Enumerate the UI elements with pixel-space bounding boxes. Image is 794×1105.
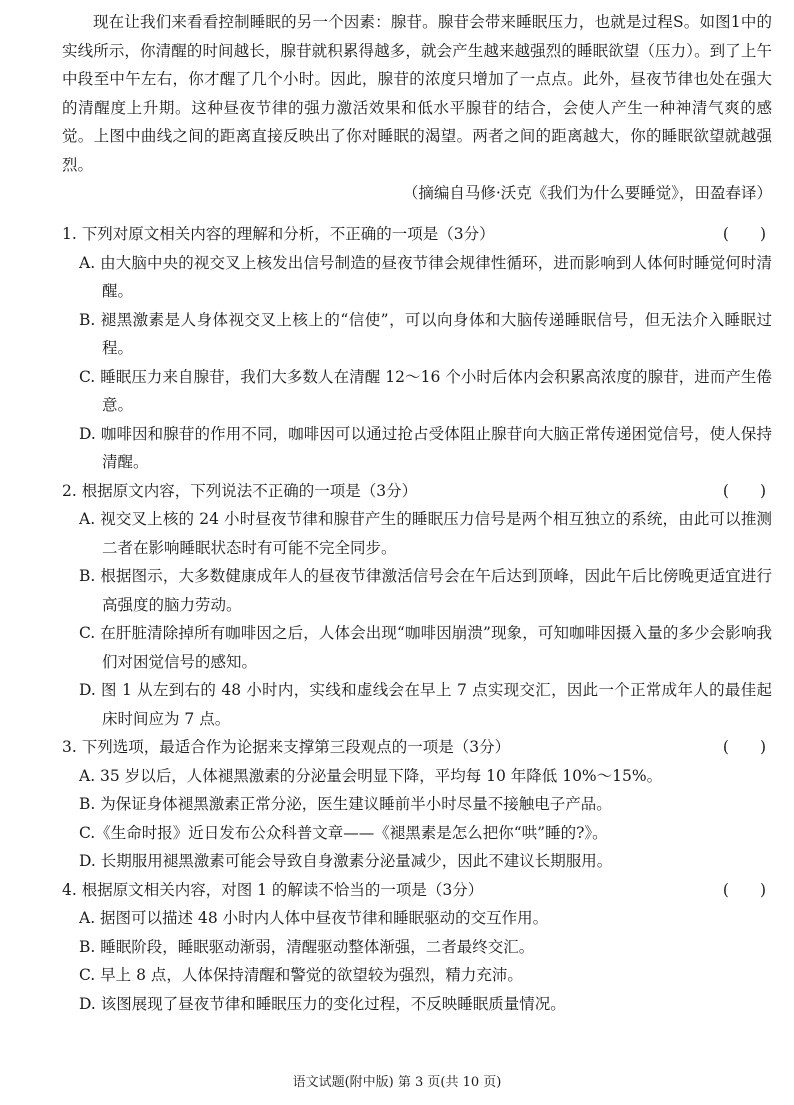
question-3 (62, 733, 772, 876)
option-c: C. 早上 8 点，人体保持清醒和警觉的欲望较为强烈，精力充沛。 (79, 966, 523, 984)
option-a: A. 视交叉上核的 24 小时昼夜节律和腺苷产生的睡眠压力信号是两个相互独立的系统，由此可以推测二者在影响睡眠状态时有可能不完全同步。 (79, 510, 772, 557)
option-b: B. 褪黑激素是人身体视交叉上核上的“信使”，可以向身体和大脑传递睡眠信号，但无法介入睡眠过程。 (79, 310, 772, 357)
page-footer: 语文试题(附中版) 第 3 页(共 10 页) (292, 1075, 502, 1090)
source-citation: （摘编自马修·沃克《我们为什么要睡觉》，田盈春译） (402, 184, 772, 202)
question-stem: 1. 下列对原文相关内容的理解和分析，不正确的一项是（3分） (62, 225, 495, 243)
reading-passage (62, 8, 772, 208)
answer-blank: ( ) (722, 880, 766, 899)
option-b: B. 为保证身体褪黑激素正常分泌，医生建议睡前半小时尽量不接触电子产品。 (79, 795, 612, 813)
passage-paragraph: 现在让我们来看看控制睡眠的另一个因素：腺苷。腺苷会带来睡眠压力，也就是过程S。如图1中的实线所示，你清醒的时间越长，腺苷就积累得越多，就会产生越来越强烈的睡眠欲望（压力）。到了上午中段至中午左右，你才醒了几个小时。因此，腺苷的浓度只增加了一点点。此外，昼夜节律也处在强大的清醒度上升期。这种昼夜节律的强力激活效果和低水平腺苷的结合，会使人产生一种神清气爽的感觉。上图中曲线之间的距离直接反映出了你对睡眠的渴望。两者之间的距离越大，你的睡眠欲望就越强烈。 (62, 13, 772, 174)
option-b: B. 根据图示，大多数健康成年人的昼夜节律激活信号会在午后达到顶峰，因此午后比傍晚更适宜进行高强度的脑力劳动。 (79, 567, 772, 614)
option-b: B. 睡眠阶段，睡眠驱动渐弱，清醒驱动整体渐强，二者最终交汇。 (79, 937, 535, 956)
answer-blank: ( ) (722, 738, 766, 756)
option-d: D. 长期服用褪黑激素可能会导致自身激素分泌量减少，因此不建议长期服用。 (79, 852, 613, 870)
question-stem: 4. 根据原文相关内容，对图 1 的解读不恰当的一项是（3分） (62, 880, 484, 899)
option-d: D. 图 1 从左到右的 48 小时内，实线和虚线会在早上 7 点实现交汇，因此一个正常成年人的最佳起床时间应为 7 点。 (79, 681, 772, 728)
option-d: D. 该图展现了昼夜节律和睡眠压力的变化过程，不反映睡眠质量情况。 (79, 994, 566, 1013)
question-2 (62, 477, 772, 734)
option-d: D. 咖啡因和腺苷的作用不同，咖啡因可以通过抢占受体阻止腺苷向大脑正常传递困觉信号，使人保持清醒。 (79, 424, 772, 471)
question-1 (62, 220, 772, 477)
option-c: C. 在肝脏清除掉所有咖啡因之后，人体会出现“咖啡因崩溃”现象，可知咖啡因摄入量的多少会影响我们对困觉信号的感知。 (79, 624, 772, 671)
answer-blank: ( ) (722, 481, 766, 500)
question-4 (62, 876, 772, 1019)
option-c: C.《生命时报》近日发布公众科普文章——《褪黑素是怎么把你“哄”睡的?》。 (79, 823, 608, 842)
question-list (62, 220, 772, 1018)
question-stem: 2. 根据原文内容，下列说法不正确的一项是（3分） (62, 481, 418, 500)
answer-blank: ( ) (722, 225, 766, 243)
option-a: A. 由大脑中央的视交叉上核发出信号制造的昼夜节律会规律性循环，进而影响到人体何时睡觉何时清醒。 (79, 253, 772, 300)
question-stem: 3. 下列选项，最适合作为论据来支撑第三段观点的一项是（3分） (62, 738, 511, 756)
option-a: A. 据图可以描述 48 小时内人体中昼夜节律和睡眠驱动的交互作用。 (79, 909, 549, 927)
option-c: C. 睡眠压力来自腺苷，我们大多数人在清醒 12～16 个小时后体内会积累高浓度的腺苷，进而产生倦意。 (79, 367, 772, 414)
option-a: A. 35 岁以后，人体褪黑激素的分泌量会明显下降，平均每 10 年降低 10%～15%。 (79, 766, 663, 785)
